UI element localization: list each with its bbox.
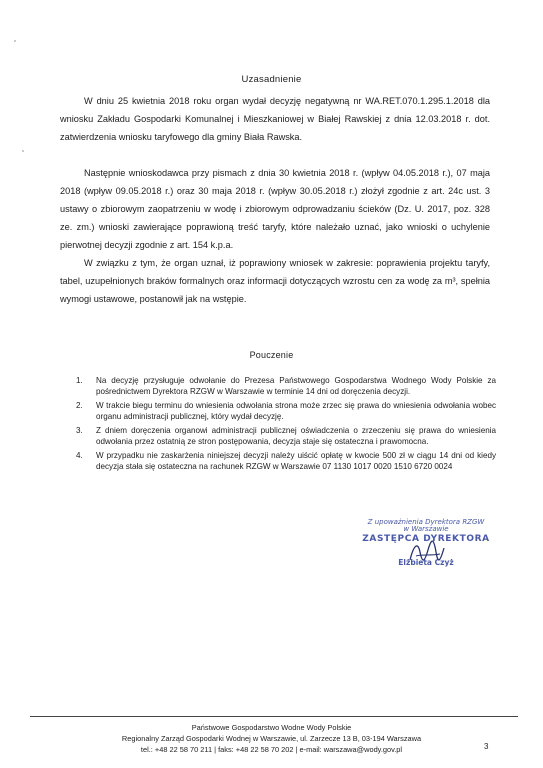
justification-paragraph-3: W związku z tym, że organ uznał, iż poprawiony wniosek w zakresie: poprawienia projektu taryfy, tabel, uzupełnionych braków formalnych oraz informacji dotyczących wzrostu cen za wodę za m³, spełnia wymogi ustawowe, postanowił jak na wstępie. [60, 258, 490, 304]
notice-list [76, 375, 496, 475]
handwritten-signature [404, 538, 448, 566]
notice-item: 3. Z dniem doręczenia organowi administracji publicznej oświadczenia o zrzeczeniu się prawa do wniesienia odwołania przez ostatnią ze stron postępowania, decyzja staje się ostateczna i prawomocna. [76, 426, 496, 446]
justification-paragraph-2: Następnie wnioskodawca przy pismach z dnia 30 kwietnia 2018 r. (wpływ 04.05.2018 r.), 07 maja 2018 (wpływ 09.05.2018 r.) oraz 30 maja 2018 r. (wpływ 30.05.2018 r.) złożył zgodnie z art. 24c ust. 3 ustawy o zbiorowym zaopatrzeniu w wodę i zbiorowym odprowadzaniu ścieków (Dz. U. 2017, poz. 328 ze. zm.) wnioski zawierające poprawioną treść taryfy, które należało uznać, jako wnioski o uchylenie pierwotnej decyzji zgodnie z art. 154 k.p.a. [60, 168, 490, 250]
scan-speck [14, 40, 16, 42]
notice-item: 4. W przypadku nie zaskarżenia niniejszej decyzji należy uiścić opłatę w kwocie 500 zł w ciągu 14 dni od kiedy decyzja stała się ostateczna na rachunek RZGW w Warszawie 07 1130 1017 0020 1510 6720 0024 [76, 451, 496, 471]
footer-address: Regionalny Zarząd Gospodarki Wodnej w Warszawie, ul. Zarzecze 13 B, 03-194 Warszawa [121, 734, 422, 743]
footer-contact: tel.: +48 22 58 70 211 | faks: +48 22 58 70 202 | e-mail: warszawa@wody.gov.pl [140, 745, 403, 754]
page-number: 3 [484, 742, 489, 751]
scan-speck [22, 150, 24, 152]
notice-item: 1. Na decyzję przysługuje odwołanie do Prezesa Państwowego Gospodarstwa Wodnego Wody Polskie za pośrednictwem Dyrektora RZGW w Warszawie w terminie 14 dni od doręczenia decyzji. [76, 376, 496, 396]
notice-item: 2. W trakcie biegu terminu do wniesienia odwołania strona może zrzec się prawa do wniesienia odwołania wobec organu administracji publicznej, który wydał decyzję. [76, 401, 496, 421]
stamp-city-line: w Warszawie [403, 525, 449, 533]
stamp-position-line: ZASTĘPCA DYREKTORA [362, 534, 490, 544]
stamp-name-line: Elżbieta Czyż [398, 558, 454, 567]
footer-organization: Państwowe Gospodarstwo Wodne Wody Polskie [191, 723, 352, 732]
footer-divider [30, 716, 518, 717]
justification-paragraph-1: W dniu 25 kwietnia 2018 roku organ wydał decyzję negatywną nr WA.RET.070.1.295.1.2018 dla wniosku Zakładu Gospodarki Komunalnej i Mieszkaniowej w Białej Rawskiej z dnia 12.03.2018 r. dot. zatwierdzenia wniosku taryfowego dla gminy Biała Rawska. [60, 96, 490, 142]
notice-title: Pouczenie [249, 350, 294, 360]
stamp-authorization-line: Z upoważnienia Dyrektora RZGW [367, 518, 485, 526]
justification-title: Uzasadnienie [241, 74, 302, 85]
signature-stamp [356, 518, 496, 567]
